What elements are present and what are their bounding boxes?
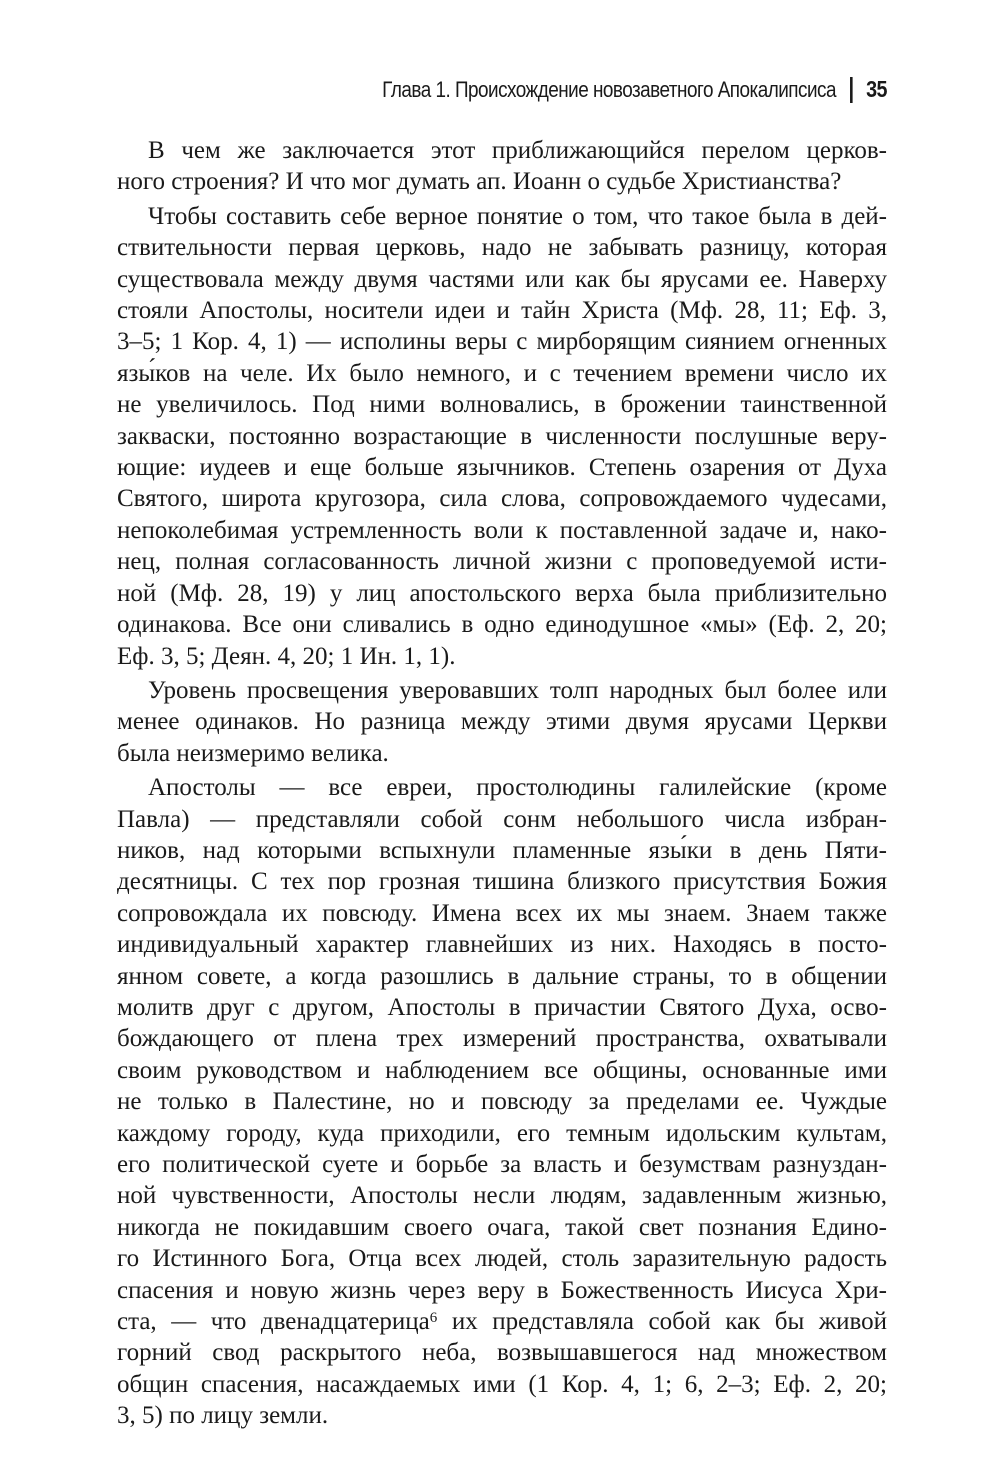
text-line: ющие: иудеев и еще больше язычников. Степень озарения от Духа (117, 454, 887, 482)
running-header (382, 76, 887, 103)
text-line: ной чувственности, Апостолы несли людям, задавленным жизнью, (117, 1182, 887, 1210)
text-line: непоколебимая устремленность воли к поставленной задаче и, нако- (117, 516, 887, 544)
text-line: Еф. 3, 5; Деян. 4, 20; 1 Ин. 1, 1). (117, 642, 456, 670)
text-line: существовала между двумя частями или как бы ярусами ее. Наверху (117, 265, 887, 293)
text-line: его политической суете и борьбе за власть и безумствам разнуздан- (117, 1151, 887, 1178)
text-line: стояли Апостолы, носители идеи и тайн Христа (Мф. 28, 11; Еф. 3, (117, 297, 887, 325)
text-line: язы́ков на челе. Их было немного, и с течением времени число их (117, 359, 887, 387)
text-line: спасения и новую жизнь через веру в Божественность Иисуса Хри- (117, 1276, 887, 1304)
text-line: была неизмеримо велика. (117, 739, 389, 767)
text-line: своим руководством и наблюдением все общины, основанные ими (117, 1056, 887, 1084)
paragraph (117, 201, 887, 672)
text-line: никогда не покидавшим своего очага, такой свет познания Едино- (117, 1213, 887, 1241)
text-line: В чем же заключается этот приближающийся перелом церков- (148, 137, 887, 164)
text-line: не увеличилось. Под ними волновались, в брожении таинственной (117, 391, 887, 419)
text-line: десятницы. С тех пор грозная тишина близкого присутствия Божия (117, 868, 887, 896)
text-line: Чтобы составить себе верное понятие о том, что такое была в дей- (148, 202, 887, 230)
text-line: ного строения? И что мог думать ап. Иоанн о судьбе Христианства? (117, 168, 842, 196)
running-title: Глава 1. Происхождение новозаветного Апокалипсиса (382, 76, 836, 102)
text-line (117, 1306, 887, 1337)
text-line: каждому городу, куда приходили, его темным идольским культам, (117, 1119, 887, 1147)
text-line: закваски, постоянно возрастающие в численности послушные веру- (117, 422, 887, 450)
text-line: менее одинаков. Но разница между этими двумя ярусами Церкви (117, 708, 887, 736)
paragraph (117, 135, 887, 198)
text-line: индивидуальный характер главнейших из них. Находясь в посто- (117, 931, 887, 959)
page-number: 35 (866, 76, 887, 102)
paragraph (117, 772, 887, 1432)
text-line: Павла) — представляли собой сонм небольшого числа избран- (117, 805, 887, 833)
text-line: бождающего от плена трех измерений пространства, охватывали (117, 1025, 887, 1053)
text-line: ников, над которыми вспыхнули пламенные язы́ки в день Пяти- (117, 836, 887, 864)
text-line: 3–5; 1 Кор. 4, 1) — исполины веры с мирборящим сиянием огненных (117, 328, 887, 356)
text-line: янном совете, а когда разошлись в дальние страны, то в общении (117, 962, 887, 990)
text-line: сопровождала их повсюду. Имена всех их мы знаем. Знаем также (117, 899, 887, 927)
footnote-marker[interactable]: 6 (429, 1310, 438, 1327)
text-line: ной (Мф. 28, 19) у лиц апостольского верха была приблизительно (117, 579, 887, 607)
text-line: ствительности первая церковь, надо не забывать разницу, которая (117, 234, 887, 262)
text-line: Святого, широта кругозора, сила слова, сопровождаемого чудесами, (117, 485, 887, 513)
paragraph (117, 675, 887, 769)
text-segment: их представляла собой как бы живой (437, 1308, 888, 1336)
header-divider (850, 77, 853, 103)
text-line: Уровень просвещения уверовавших толп народных был более или (148, 676, 887, 704)
text-segment: ста, — что двенадцатерица (117, 1308, 430, 1336)
main-text (117, 135, 887, 1435)
text-line: нец, полная согласованность личной жизни с проповедуемой исти- (117, 548, 887, 576)
text-line: горний свод раскрытого неба, возвышавшегося над множеством (117, 1339, 887, 1367)
text-line: не только в Палестине, но и повсюду за пределами ее. Чуждые (117, 1088, 887, 1116)
text-line: общин спасения, насаждаемых ими (1 Кор. 4, 1; 6, 2–3; Еф. 2, 20; (117, 1370, 887, 1398)
text-line: 3, 5) по лицу земли. (117, 1402, 329, 1430)
text-line: одинакова. Все они сливались в одно единодушное «мы» (Еф. 2, 20; (117, 611, 887, 639)
text-line: го Истинного Бога, Отца всех людей, столь заразительную радость (117, 1245, 887, 1273)
text-line: Апостолы — все евреи, простолюдины галилейские (кроме (148, 774, 887, 802)
text-line: молитв друг с другом, Апостолы в причастии Святого Духа, осво- (117, 993, 887, 1021)
